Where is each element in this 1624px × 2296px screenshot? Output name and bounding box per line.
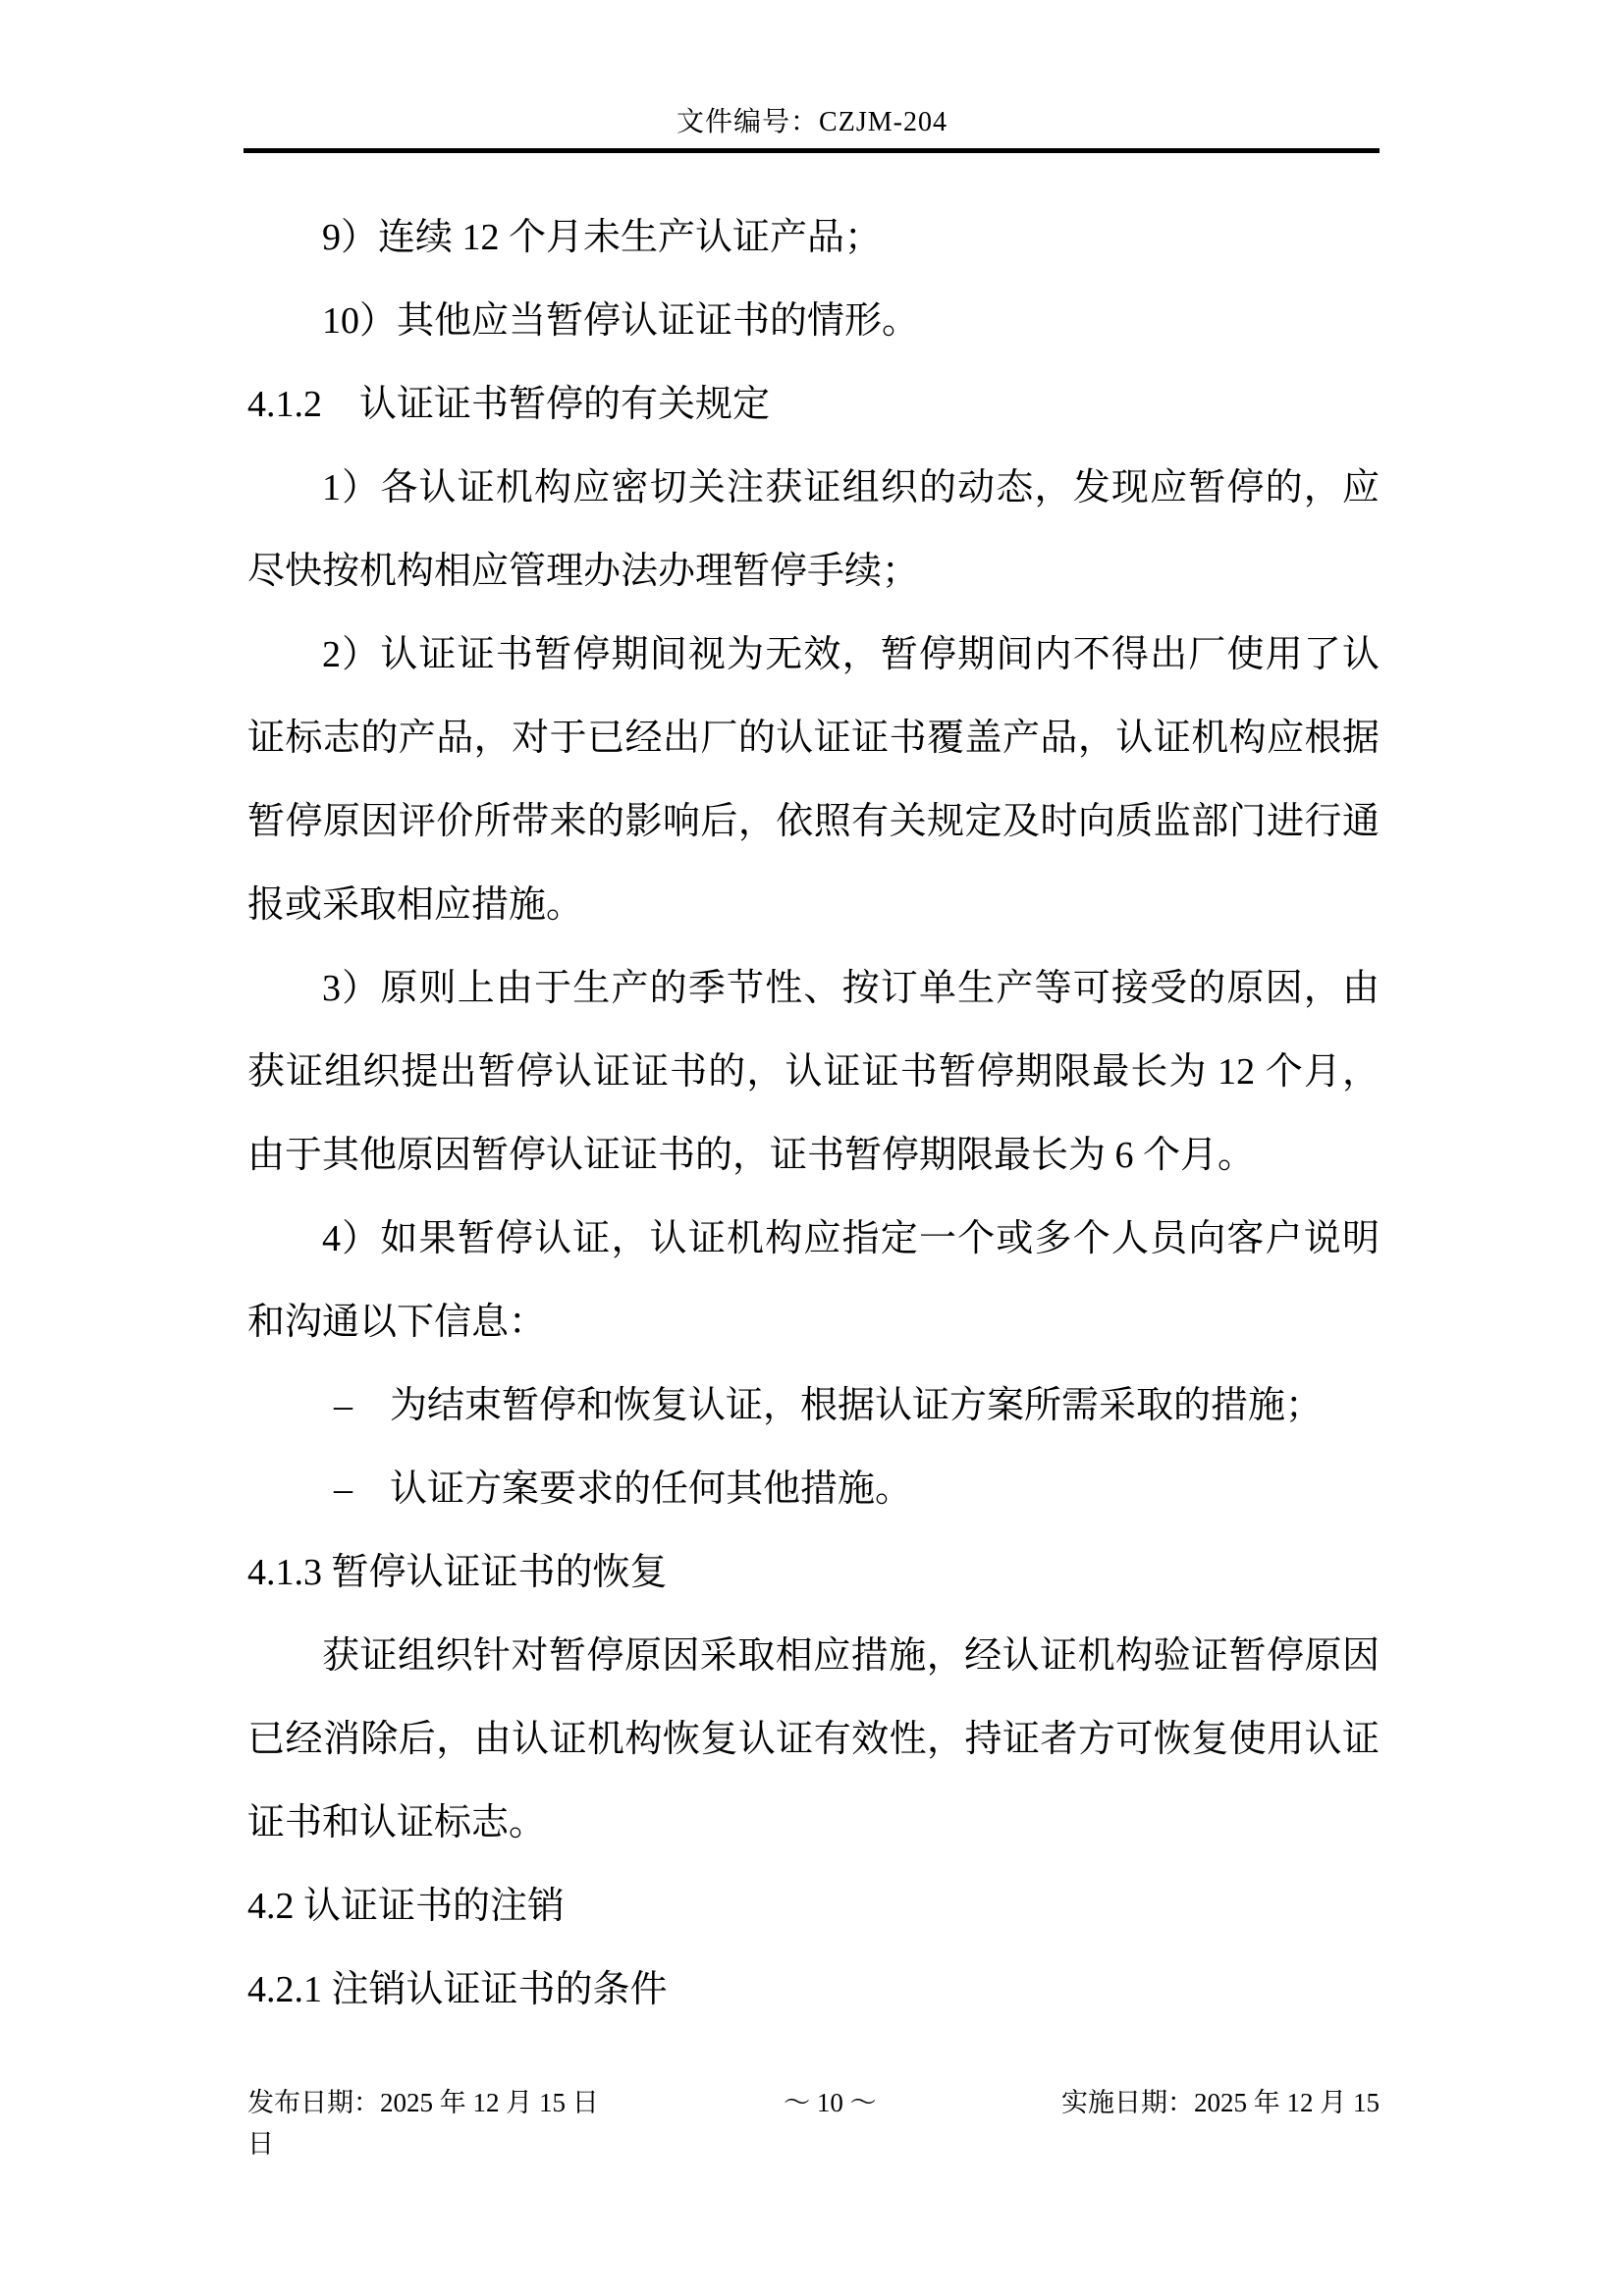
footer-line — [247, 2082, 1380, 2123]
body-line: 由于其他原因暂停认证证书的，证书暂停期限最长为 6 个月。 — [247, 1135, 1256, 1176]
body-line: 报或采取相应措施。 — [247, 884, 584, 926]
body-line: 9）连续 12 个月未生产认证产品； — [322, 217, 883, 258]
body-line: 4.2 认证证书的注销 — [247, 1886, 566, 1927]
body-line: 3）原则上由于生产的季节性、按订单生产等可接受的原因，由 — [322, 968, 1380, 1009]
release-date-label: 发布日期：2025 年 12 月 15 日 — [247, 2088, 599, 2117]
body-line: 暂停原因评价所带来的影响后，依照有关规定及时向质监部门进行通 — [247, 801, 1380, 842]
body-line: 10）其他应当暂停认证证书的情形。 — [322, 300, 920, 342]
page-number: ～ 10 ～ — [784, 2088, 877, 2117]
implement-date-label: 实施日期：2025 年 12 月 15 — [1061, 2088, 1380, 2117]
header-divider — [244, 148, 1380, 153]
body-line: 4.1.3 暂停认证证书的恢复 — [247, 1552, 668, 1593]
body-line: 4.2.1 注销认证证书的条件 — [247, 1969, 668, 2010]
body-line: 4）如果暂停认证，认证机构应指定一个或多个人员向客户说明 — [322, 1218, 1380, 1259]
body-line: 获证组织针对暂停原因采取相应措施，经认证机构验证暂停原因 — [322, 1635, 1380, 1677]
body-line: – 为结束暂停和恢复认证，根据认证方案所需采取的措施； — [334, 1385, 1324, 1426]
body-line: 尽快按机构相应管理办法办理暂停手续； — [247, 551, 920, 592]
body-line: 1）各认证机构应密切关注获证组织的动态，发现应暂停的，应 — [322, 467, 1380, 508]
body-line: – 认证方案要求的任何其他措施。 — [334, 1468, 913, 1510]
body-line: 2）认证证书暂停期间视为无效，暂停期间内不得出厂使用了认 — [322, 634, 1380, 675]
page-footer — [247, 2082, 1380, 2164]
footer-wrapped-char: 日 — [247, 2129, 274, 2159]
body-line: 4.1.2 认证证书暂停的有关规定 — [247, 384, 771, 425]
body-line: 证书和认证标志。 — [247, 1802, 547, 1843]
body-line: 已经消除后，由认证机构恢复认证有效性，持证者方可恢复使用认证 — [247, 1719, 1380, 1760]
body-line: 证标志的产品，对于已经出厂的认证证书覆盖产品，认证机构应根据 — [247, 718, 1380, 759]
page-header — [0, 104, 1624, 141]
document-body — [247, 196, 1380, 2032]
doc-number-label: 文件编号：CZJM-204 — [677, 107, 947, 137]
body-line: 获证组织提出暂停认证证书的，认证证书暂停期限最长为 12 个月， — [247, 1051, 1380, 1093]
body-line: 和沟通以下信息： — [247, 1302, 547, 1343]
